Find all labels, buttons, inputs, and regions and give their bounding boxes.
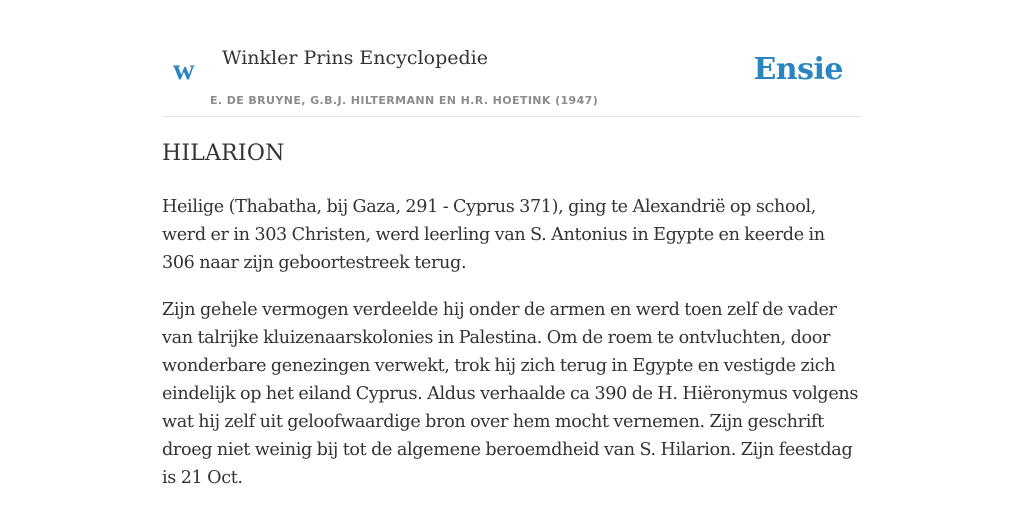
winkler-prins-logo[interactable]: w [173, 53, 195, 86]
ensie-logo[interactable]: Ensie [753, 52, 843, 87]
article-paragraph: Heilige (Thabatha, bij Gaza, 291 - Cyprus 371), ging te Alexandrië op school, werd er in 303 Christen, werd leerling van S. Antonius in Egypte en keerde in 306 naar zijn geboortestreek terug. [162, 197, 825, 273]
source-title[interactable]: Winkler Prins Encyclopedie [222, 47, 488, 69]
source-authors: E. DE BRUYNE, G.B.J. HILTERMANN EN H.R. HOETINK (1947) [210, 94, 599, 107]
article-title: HILARION [162, 141, 285, 166]
article [162, 138, 862, 511]
source-header [162, 0, 862, 117]
article-paragraph: Zijn gehele vermogen verdeelde hij onder de armen en werd toen zelf de vader van talrijke kluizenaarskolonies in Palestina. Om de roem te ontvluchten, door wonderbare genezingen verwekt, trok hij zich terug in Egypte en vestigde zich eindelijk op het eiland Cyprus. Aldus verhaalde ca 390 de H. Hiëronymus volgens wat hij zelf uit geloofwaardige bron over hem mocht vernemen. Zijn geschrift droeg niet weinig bij tot de algemene beroemdheid van S. Hilarion. Zijn feestdag is 21 Oct. [162, 300, 859, 488]
